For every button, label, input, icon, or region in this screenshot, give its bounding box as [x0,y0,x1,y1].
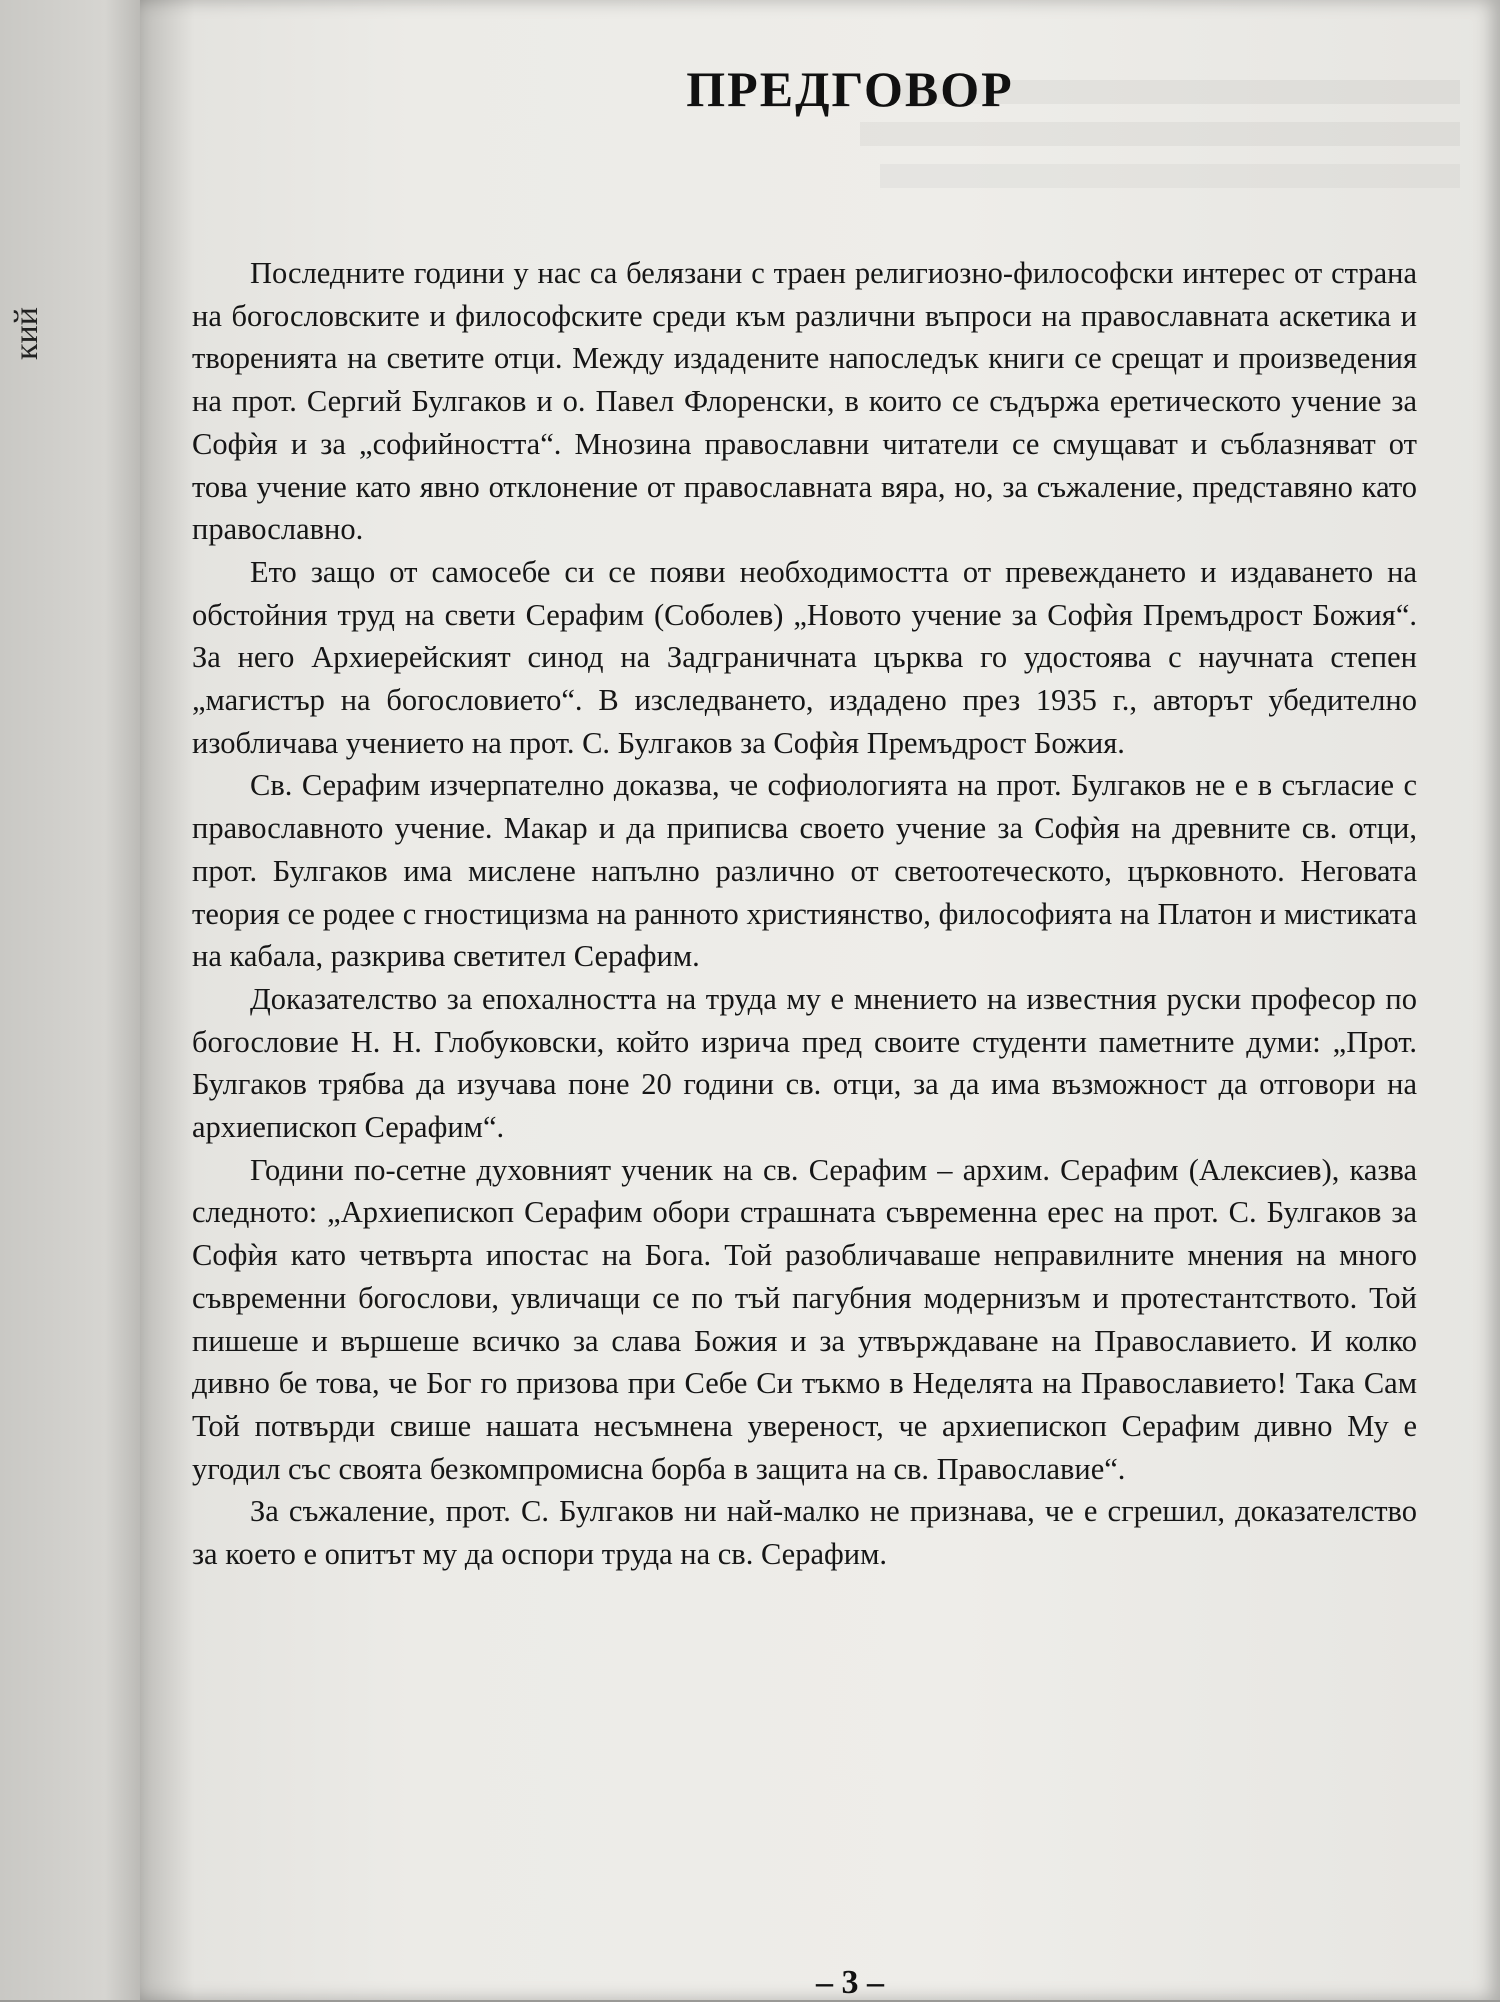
page-number: – 3 – [816,1964,884,2001]
show-through-line [880,164,1460,188]
paragraph: Ето защо от самосебе си се появи необходимостта от превеждането и издаването на обстойния труд на свети Серафим (Соболев) „Новото учение за Софѝя Премъдрост Божия“. За него Архиерейският синод на Задграничната църква го удостоява с научната степен „магистър на богословието“. В изследването, издадено през 1935 г., авторът убедително изобличава учението на прот. С. Булгаков за Софѝя Премъдрост Божия. [192,554,1417,760]
paragraph: За съжаление, прот. С. Булгаков ни най-малко не признава, че е сгрешил, доказателство за което е опитът му да оспори труда на св. Серафим. [192,1494,1417,1572]
paragraph: Доказателство за епохалността на труда му е мнението на известния руски професор по богословие Н. Н. Глобуковски, който изрича пред своите студенти паметните думи: „Прот. Булгаков трябва да изучава поне 20 години св. отци, за да има възможност да отговори на архиепископ Серафим“. [192,981,1417,1145]
body-text [192,252,1417,1576]
show-through-line [860,122,1460,146]
paragraph: Години по-сетне духовният ученик на св. Серафим – архим. Серафим (Алексиев), казва следното: „Архиепископ Серафим обори страшната съвременна ерес на прот. С. Булгаков за Софѝя като четвърта ипостас на Бога. Той разобличаваше неправилните мнения на много съвременни богослови, увличащи се по тъй пагубния модернизъм и протестантството. Той пишеше и вършеше всичко за слава Божия и за утвърждаване на Православието. И колко дивно бе това, че Бог го призова при Себе Си тъкмо в Неделята на Православието! Така Сам Той потвърди свише нашата несъмнена увереност, че архиепископ Серафим дивно Му е угодил със своята безкомпромисна борба в защита на св. Православие“. [192,1152,1417,1486]
facing-page-text-fragment: кий [8,307,45,360]
book-page [140,0,1500,2000]
paragraph: Св. Серафим изчерпателно доказва, че софиологията на прот. Булгаков не е в съгласие с православното учение. Макар и да приписва своето учение за Софѝя на древните св. отци, прот. Булгаков има мислене напълно различно от светоотеческото, църковното. Неговата теория се родее с гностицизма на ранното християнство, философията на Платон и мистиката на кабала, разкрива светител Серафим. [192,768,1417,974]
page-title: ПРЕДГОВОР [686,61,1014,117]
paragraph: Последните години у нас са белязани с траен религиозно-философски интерес от страна на богословските и философските среди към различни въпроси на православната аскетика и творенията на светите отци. Между издадените напоследък книги се срещат и произведения на прот. Сергий Булгаков и о. Павел Флоренски, в които се съдържа еретическото учение за Софѝя и за „софийността“. Мнозина православни читатели се смущават и съблазняват от това учение като явно отклонение от православната вяра, но, за съжаление, представяно като православно. [192,256,1417,547]
facing-page [0,0,150,2000]
